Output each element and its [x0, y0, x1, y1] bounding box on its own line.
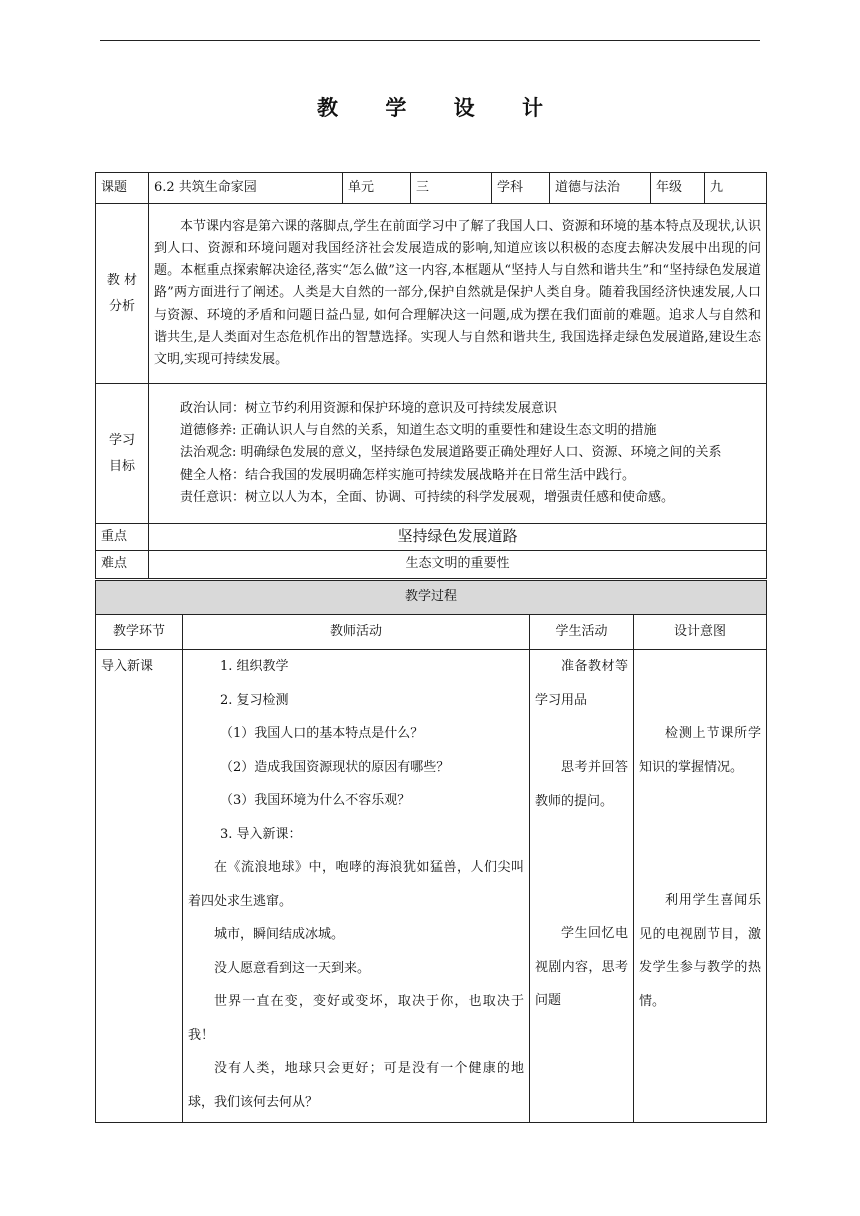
teacher-line: 在《流浪地球》中，咆哮的海浪犹如猛兽，人们尖叫着四处求生逃窜。 — [188, 860, 524, 909]
key-point-label: 重点 — [96, 524, 149, 551]
grade-label: 年级 — [651, 173, 705, 204]
student-text: 准备教材等学习用品 — [535, 659, 628, 708]
header-rule — [100, 40, 760, 41]
goal-item: 道德修养: 正确认识人与自然的关系，知道生态文明的重要性和建设生态文明的措施 — [180, 423, 657, 439]
teacher-line: 1. 组织教学 — [220, 659, 289, 674]
teacher-line: 没有人类，地球只会更好；可是没有一个健康的地球，我们该何去何从？ — [188, 1061, 524, 1110]
teacher-line: 没人愿意看到这一天到来。 — [214, 960, 371, 976]
teacher-line: （3）我国环境为什么不容乐观？ — [220, 793, 411, 808]
difficult-point-label: 难点 — [96, 551, 149, 579]
unit-label: 单元 — [343, 173, 411, 204]
student-text: 学生回忆电视剧内容，思考问题 — [535, 926, 628, 1008]
intent-text: 检测上节课所学知识的掌握情况。 — [639, 726, 762, 775]
teacher-line: 3. 导入新课： — [220, 826, 302, 842]
student-text: 思考并回答教师的提问。 — [535, 760, 628, 809]
subject-value: 道德与法治 — [550, 173, 651, 204]
analysis-label: 教 材 分析 — [96, 204, 149, 384]
grade-value: 九 — [705, 173, 767, 204]
goal-item: 政治认同：树立节约利用资源和保护环境的意识及可持续发展意识 — [180, 401, 558, 417]
goal-item: 健全人格：结合我国的发展明确怎样实施可持续发展战略并在日常生活中践行。 — [180, 467, 636, 483]
teacher-line: 2. 复习检测 — [220, 692, 289, 708]
goals-cell — [149, 384, 767, 524]
key-point-value: 坚持绿色发展道路 — [149, 524, 767, 551]
analysis-cell — [149, 204, 767, 384]
column-header: 学生活动 — [530, 615, 634, 650]
process-table — [95, 580, 767, 1123]
teacher-line: 城市，瞬间结成冰城。 — [214, 927, 345, 942]
process-heading: 教学过程 — [96, 581, 767, 615]
teacher-activity-cell — [183, 650, 530, 1123]
intent-text: 利用学生喜闻乐见的电视剧节目，激发学生参与教学的热情。 — [639, 893, 762, 1009]
column-header: 教师活动 — [183, 615, 530, 650]
student-activity-cell — [530, 650, 634, 1123]
column-header: 教学环节 — [96, 615, 183, 650]
teacher-line: 世界一直在变，变好或变坏，取决于你，也取决于我！ — [188, 994, 524, 1043]
goals-label: 学习 目标 — [96, 384, 149, 524]
analysis-text: 本节课内容是第六课的落脚点,学生在前面学习中了解了我国人口、资源和环境的基本特点及现状,认识到人口、资源和环境问题对我国经济社会发展造成的影响,知道应该以积极的态度去解决发展中出现的问题。本框重点探索解决途径,落实“怎么做”这一内容,本框题从“坚持人与自然和谐共生”和“坚持绿色发展道路”两方面进行了阐述。人类是大自然的一部分,保护自然就是保护人类自身。随着我国经济快速发展,人口与资源、环境的矛盾和问题日益凸显, 如何合理解决这一问题,成为摆在我们面前的难题。追求人与自然和谐共生,是人类面对生态危机作出的智慧选择。实现人与自然和谐共生, 我国选择走绿色发展道路,建设生态文明,实现可持续发展。 — [154, 219, 761, 367]
topic-label: 课题 — [96, 173, 149, 204]
difficult-point-value: 生态文明的重要性 — [149, 551, 767, 579]
design-intent-cell — [634, 650, 767, 1123]
document-title: 教 学 设 计 — [317, 96, 563, 120]
info-table — [95, 172, 767, 579]
teacher-line: （2）造成我国资源现状的原因有哪些？ — [220, 759, 450, 775]
goal-item: 法治观念: 明确绿色发展的意义，坚持绿色发展道路要正确处理好人口、资源、环境之间的关系 — [180, 445, 722, 461]
stage-cell — [96, 650, 183, 1123]
teacher-line: （1）我国人口的基本特点是什么？ — [220, 726, 424, 741]
stage-label: 导入新课 — [101, 659, 154, 674]
goal-item: 责任意识：树立以人为本，全面、协调、可持续的科学发展观，增强责任感和使命感。 — [180, 489, 675, 505]
unit-value: 三 — [411, 173, 492, 204]
topic-value: 6.2 共筑生命家园 — [149, 173, 343, 204]
column-header: 设计意图 — [634, 615, 767, 650]
subject-label: 学科 — [492, 173, 550, 204]
